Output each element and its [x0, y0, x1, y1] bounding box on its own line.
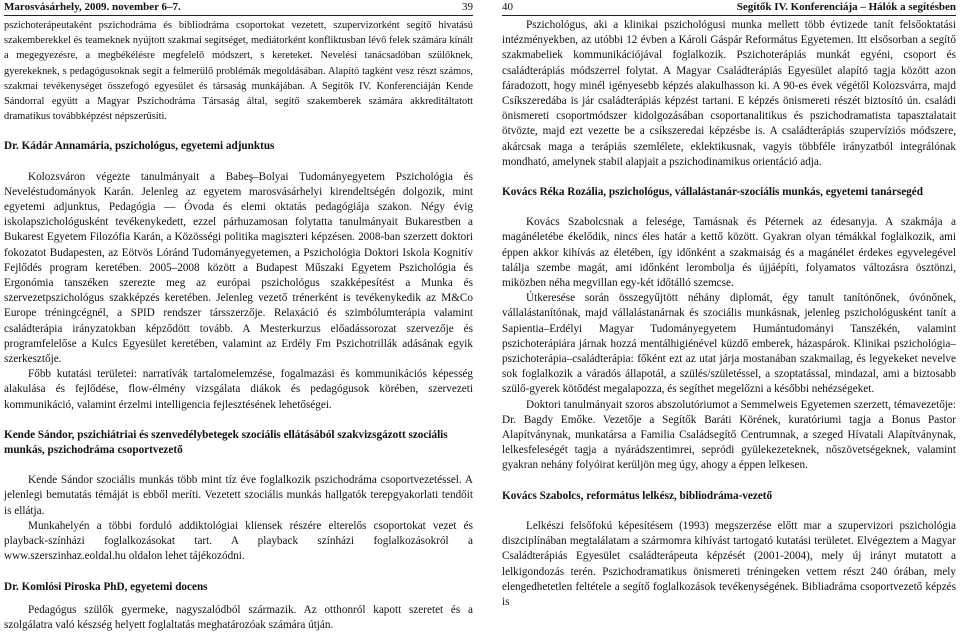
- left-paragraph-5: Munkahelyén a többi forduló addiktológiai kliensek részére elterelős csoportokat vezet és playback-színházi foglalkozásokat tart. A playback színházi foglalkozásokról a www.szerszinhaz.eoldal.hu oldalon lehet tájékozódni.: [4, 519, 473, 563]
- right-header-title: Segítők IV. Konferenciája – Hálók a segítésben: [736, 1, 956, 13]
- left-paragraph-1: pszichoterápeutaként pszichodráma és bibliodráma csoportokat vezetett, szupervizorként segítő hivatású szakemberekkel és teameknek nyújtott szakmai segítséget, mediátorként konfliktusban lévő felek számára kínált a megegyezésre, a megbékélésre megfelelő módszert, s kereteket. Nevelési tanácsadóban szülőknek, gyerekeknek, s pedagógusoknak segít a felmerülő problémák megoldásában. Alapító tagként vesz részt számos, szakmai tevékenységet összefogó egyesület és társaság munkájában. A Segítők IV. Konferenciáján Kende Sándorral együtt a Magyar Pszichodráma Társaság által, segítő szakemberek számára akkreditáltatott dramatikus továbbképzést népszerűsíti.: [4, 20, 473, 123]
- left-running-header: [4, 1, 473, 16]
- left-header-title: Marosvásárhely, 2009. november 6–7.: [4, 1, 181, 13]
- left-heading-2: Kende Sándor, pszichiátriai és szenvedélybetegek szociális ellátásából szakvizsgázott szociális munkás, pszichodráma csoportvezető: [4, 428, 448, 457]
- right-paragraph-2: Kovács Szabolcsnak a felesége, Tamásnak és Péternek az édesanyja. A szakmája a magánéletébe ékelődik, nincs éles határ a kettő között. Gyakran olyan témákkal foglalkozik, ami éppen akkor kihívás az életében, így időnként a szakmaiság és a magánélet érdekes egyvelegével találja szembe magát, ami időnként lerombolja és újjáépíti, folyamatos változásra ösztönzi, miközben néha megvillan egy-két időtálló szemcse.: [502, 216, 956, 290]
- left-paragraph-6: Pedagógus szülők gyermeke, nagyszalódból származik. Az otthonról kapott szeretet és a szolgálatra való készség helyett foglaltatás meghatározóak számára útján.: [4, 603, 473, 631]
- left-heading-1: Dr. Kádár Annamária, pszichológus, egyetemi adjunktus: [4, 140, 275, 153]
- right-page: [480, 0, 960, 643]
- left-paragraph-4: Kende Sándor szociális munkás több mint tíz éve foglalkozik pszichodráma csoportvezetéssel. A jelenlegi bemutatás témáját is ebből meríti. Vezetett szociális munkás hallgatók terepgyakorlati tendőit is ellátja.: [4, 474, 473, 517]
- right-heading-2: Kovács Szabolcs, református lelkész, bibliodráma-vezető: [502, 489, 773, 502]
- right-running-header: [502, 1, 956, 16]
- left-paragraph-2: Kolozsváron végezte tanulmányait a Babeş–Bolyai Tudományegyetem Pszichológia és Neveléstudományok Karán. Jelenleg az egyetem marosvásárhelyi kirendeltségén dolgozik, mint egyetemi adjunktus, Pedagógia — Óvoda és elemi oktatás pedagógiája szakon. Négy évig iskolapszichológusként tevékenykedett, ezzel párhuzamosan folytatta tanulmányait Bukarestben a Bukarest Egyetem Filozófia Karán, a Közösségi politika magiszteri képzésen. 2008-ban szerzett doktori fokozatot Budapesten, az Eötvös Lóránd Tudományegyetemen, a Pszichológia Doktori Iskola Kognitív Fejlődés program keretében. 2005–2008 között a Budapest Műszaki Egyetem Pszichológia és Ergonómia tanszéken szerezte meg az európai pszichológus szakképesítést a Munka és szervezetpszichológus szakképzés keretében. Jelenleg vezető trénerként is tevékenykedik az M&Co Europe tréningcégnél, a SPID rendszer társszerzője. Relaxáció és szimbólumterápia valamint családterápia irányzatokban képződött tovább. A Mesterkurzus előadássorozat szervezője és programfelelőse a Kulcs Egyesület keretében, valamint az Erdély Fm Pszichotrillák adásának egyik szerkesztője.: [4, 170, 473, 366]
- left-page-number: 39: [462, 1, 473, 13]
- left-page-body: [4, 18, 473, 633]
- right-paragraph-1: Pszichológus, aki a klinikai pszichológusi munka mellett több évtizede tanít felsőoktatási intézményekben, az utóbbi 12 évben a Károli Gáspár Református Egyetemen. Itt elsősorban a segítő szakmabeliek kommunikációjával foglalkozik. Pszichoterápiás munkát egyéni, csoport és családterápiás módszerrel folytat. A Magyar Családterápiás Egyesület alapító tagja között azon fáradozott, hogy minél igényesebb képzés alakulhasson ki. A 90-es évek végétől Kolozsvárra, majd Csíkszeredába is jár családterápiás képzést tartani. E képzés önismereti részét biztosító ún. családi önismereti csoportmódszer kidolgozásában csoportanalitikus és pszichodramatista tapasztalatait ötvözte, majd ezt vezette be a csíkszeredai képzésbe is. A családterápiás szupervíziós módszere, akárcsak maga a terápiás szemlélete, eklektikusnak, vagyis többféle irányzatból integrálónak mondható, amelynek stabil alapjait a pszichodinamikus orientáció adja.: [502, 19, 956, 168]
- left-paragraph-3: Főbb kutatási területei: narratívák tartalomelemzése, fogalmazási és kommunikációs képesség alakulása és fejlődése, flow-élmény vizsgálata diákok és pedagógusok körében, szervezeti kommunikáció, valamint érzelmi intelligencia fejlesztésének lehetőségei.: [4, 368, 473, 411]
- right-paragraph-4: Doktori tanulmányait szoros abszolutóriumot a Semmelweis Egyetemen szerzett, témavezetője: Dr. Bagdy Emőke. Vezetője a Segítők Baráti Körének, kuratóriumi tagja a Bonus Pastor Alapítványnak, munkatársa a Familia Családsegítő Centrumnak, a szeged Hívatali Alapítványnak, lelkesfeleségét tagja a nyárádszentimrei, sepródi gyülekezeteknek, nőszövetségeknek, valamint gyakran nehány folyóirat kerüljön meg úgy, ahogy a éppen lelkesen.: [502, 398, 956, 472]
- right-paragraph-3: Útkeresése során összegyűjtött néhány diplomát, égy tanult tanítónőnek, óvónőnek, vállalástanítónak, majd vállalástanárnak és szociális munkásnak, jelenleg pszichológusként tanít a Sapientia–Erdélyi Magyar Tudományegyetem Humántudományi Tanszékén, valamint pszichoterápiára járnak hozzá mentálhigiénével küzdő emberek, házaspárok. Klinikai pszichológia–pszichoterápia–családterápia: főként ezt az utat járja mostanában szakmailag, és legyekeket nevelve sok foglalkozik a váradós állapotál, a szülés/születéssel, a szoptatással, mindazal, ami a biztosabb szülő-gyerek kötődést megalapozza, és segíthet megelőzni a későbbi nehézségeket.: [502, 292, 956, 396]
- right-paragraph-5: Lelkészi felsőfokú képesítésem (1993) megszerzése előtt mar a szupervizori pszichológia diszciplínában megtalálatam a szármomra kihívást tartogató kutatási területet. Elvégeztem a Magyar Családterápiás Egyesület családterápeuta képzését (2001-2004), mely új irányt mutatott a lelkigondozás terén. Pszichodramatikus önismereti tréningeken vettem részt 240 órában, mely elengedhetetlen feltétele a segítő foglalkozások tevékenységének. Bibliadráma csoportvezető képzés is: [502, 519, 956, 608]
- right-heading-1: Kovács Réka Rozália, pszichológus, vállalástanár-szociális munkás, egyetemi tanársegéd: [502, 186, 923, 199]
- right-page-body: [502, 18, 956, 610]
- right-page-number: 40: [502, 1, 513, 13]
- left-heading-3: Dr. Komlósi Piroska PhD, egyetemi docens: [4, 580, 208, 593]
